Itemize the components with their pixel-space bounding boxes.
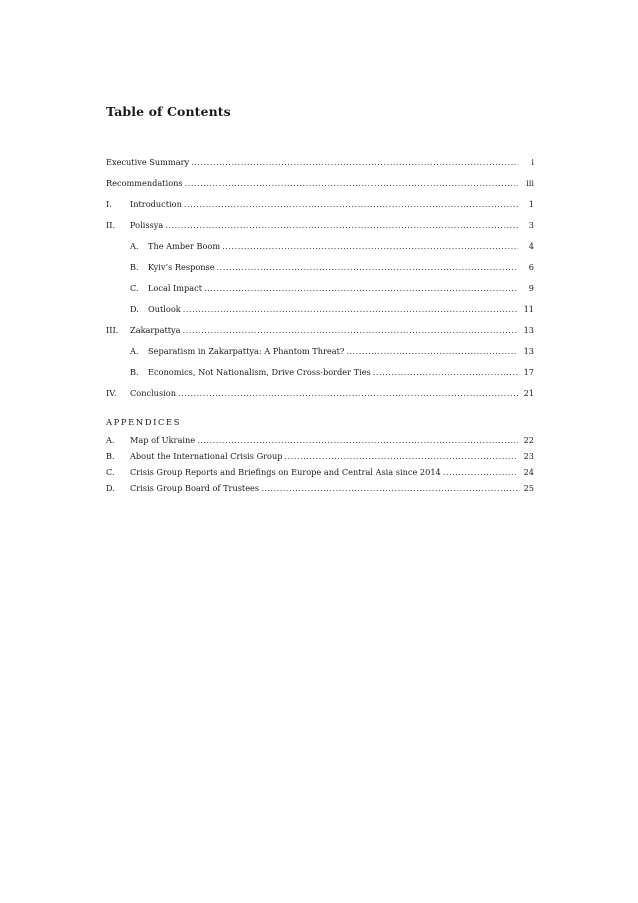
toc-entry-number: B. (130, 367, 139, 377)
table-of-contents (106, 156, 534, 498)
toc-subentry-economics[interactable] (106, 366, 534, 387)
toc-entry-page: 13 (523, 346, 534, 356)
toc-entry-page: 11 (523, 304, 534, 314)
toc-subentry-separatism[interactable] (106, 345, 534, 366)
toc-entry-label: Polissya (130, 220, 164, 230)
appendix-entry-board[interactable] (106, 482, 534, 498)
toc-entry-page: 17 (523, 367, 534, 377)
toc-subentry-local-impact[interactable] (106, 282, 534, 303)
dot-leader (261, 482, 518, 495)
dot-leader (285, 450, 518, 463)
appendix-number: A. (106, 435, 115, 445)
toc-entry-conclusion[interactable] (106, 387, 534, 408)
dot-leader (183, 324, 518, 337)
toc-entry-label: The Amber Boom (148, 241, 221, 251)
toc-entry-label: Local Impact (148, 283, 203, 293)
appendix-number: C. (106, 467, 115, 477)
toc-entry-number: D. (130, 304, 139, 314)
toc-entry-page: 9 (528, 283, 534, 293)
appendix-number: D. (106, 483, 115, 493)
dot-leader (197, 434, 518, 447)
toc-subentry-outlook[interactable] (106, 303, 534, 324)
appendix-label: Crisis Group Board of Trustees (130, 483, 260, 493)
toc-subentry-kyivs-response[interactable] (106, 261, 534, 282)
toc-entry-page: iii (526, 178, 534, 188)
toc-entry-page: 3 (528, 220, 534, 230)
toc-entry-number: A. (130, 241, 139, 251)
appendix-entry-map[interactable] (106, 434, 534, 450)
appendix-number: B. (106, 451, 115, 461)
toc-entry-number: A. (130, 346, 139, 356)
toc-entry-label: Outlook (148, 304, 181, 314)
toc-entry-label: Conclusion (130, 388, 176, 398)
toc-entry-page: 1 (528, 199, 534, 209)
toc-entry-page: 6 (528, 262, 534, 272)
toc-entry-label: Zakarpattya (130, 325, 181, 335)
appendix-label: Map of Ukraine (130, 435, 196, 445)
dot-leader (443, 466, 518, 479)
toc-entry-zakarpattya[interactable] (106, 324, 534, 345)
dot-leader (217, 261, 518, 274)
appendix-page: 22 (523, 435, 534, 445)
dot-leader (185, 177, 518, 190)
toc-entry-label: Separatism in Zakarpattya: A Phantom Threat? (148, 346, 345, 356)
toc-entry-number: B. (130, 262, 139, 272)
toc-entry-number: III. (106, 325, 119, 335)
appendix-page: 25 (523, 483, 534, 493)
dot-leader (373, 366, 518, 379)
toc-title: Table of Contents (106, 104, 231, 119)
appendix-label: About the International Crisis Group (130, 451, 283, 461)
dot-leader (204, 282, 518, 295)
appendix-entry-about[interactable] (106, 450, 534, 466)
toc-entry-page: i (531, 157, 534, 167)
toc-entry-page: 4 (528, 241, 534, 251)
dot-leader (178, 387, 518, 400)
appendix-label: Crisis Group Reports and Briefings on Europe and Central Asia since 2014 (130, 467, 441, 477)
dot-leader (346, 345, 518, 358)
appendices-heading: APPENDICES (106, 417, 182, 427)
dot-leader (191, 156, 518, 169)
toc-entry-number: IV. (106, 388, 117, 398)
appendix-entry-reports[interactable] (106, 466, 534, 482)
toc-entry-page: 13 (523, 325, 534, 335)
appendix-page: 24 (523, 467, 534, 477)
toc-entry-executive-summary[interactable] (106, 156, 534, 177)
dot-leader (165, 219, 518, 232)
dot-leader (184, 198, 518, 211)
toc-entry-number: I. (106, 199, 112, 209)
toc-entry-number: C. (130, 283, 139, 293)
dot-leader (183, 303, 518, 316)
toc-entry-number: II. (106, 220, 116, 230)
toc-entry-label: Executive Summary (106, 157, 190, 167)
toc-entry-label: Introduction (130, 199, 182, 209)
toc-entry-label: Economics, Not Nationalism, Drive Cross-border Ties (148, 367, 371, 377)
toc-entry-label: Recommendations (106, 178, 183, 188)
appendix-page: 23 (523, 451, 534, 461)
toc-entry-introduction[interactable] (106, 198, 534, 219)
toc-entry-label: Kyiv’s Response (148, 262, 215, 272)
toc-subentry-amber-boom[interactable] (106, 240, 534, 261)
toc-entry-polissya[interactable] (106, 219, 534, 240)
dot-leader (222, 240, 518, 253)
toc-entry-recommendations[interactable] (106, 177, 534, 198)
toc-entry-page: 21 (523, 388, 534, 398)
